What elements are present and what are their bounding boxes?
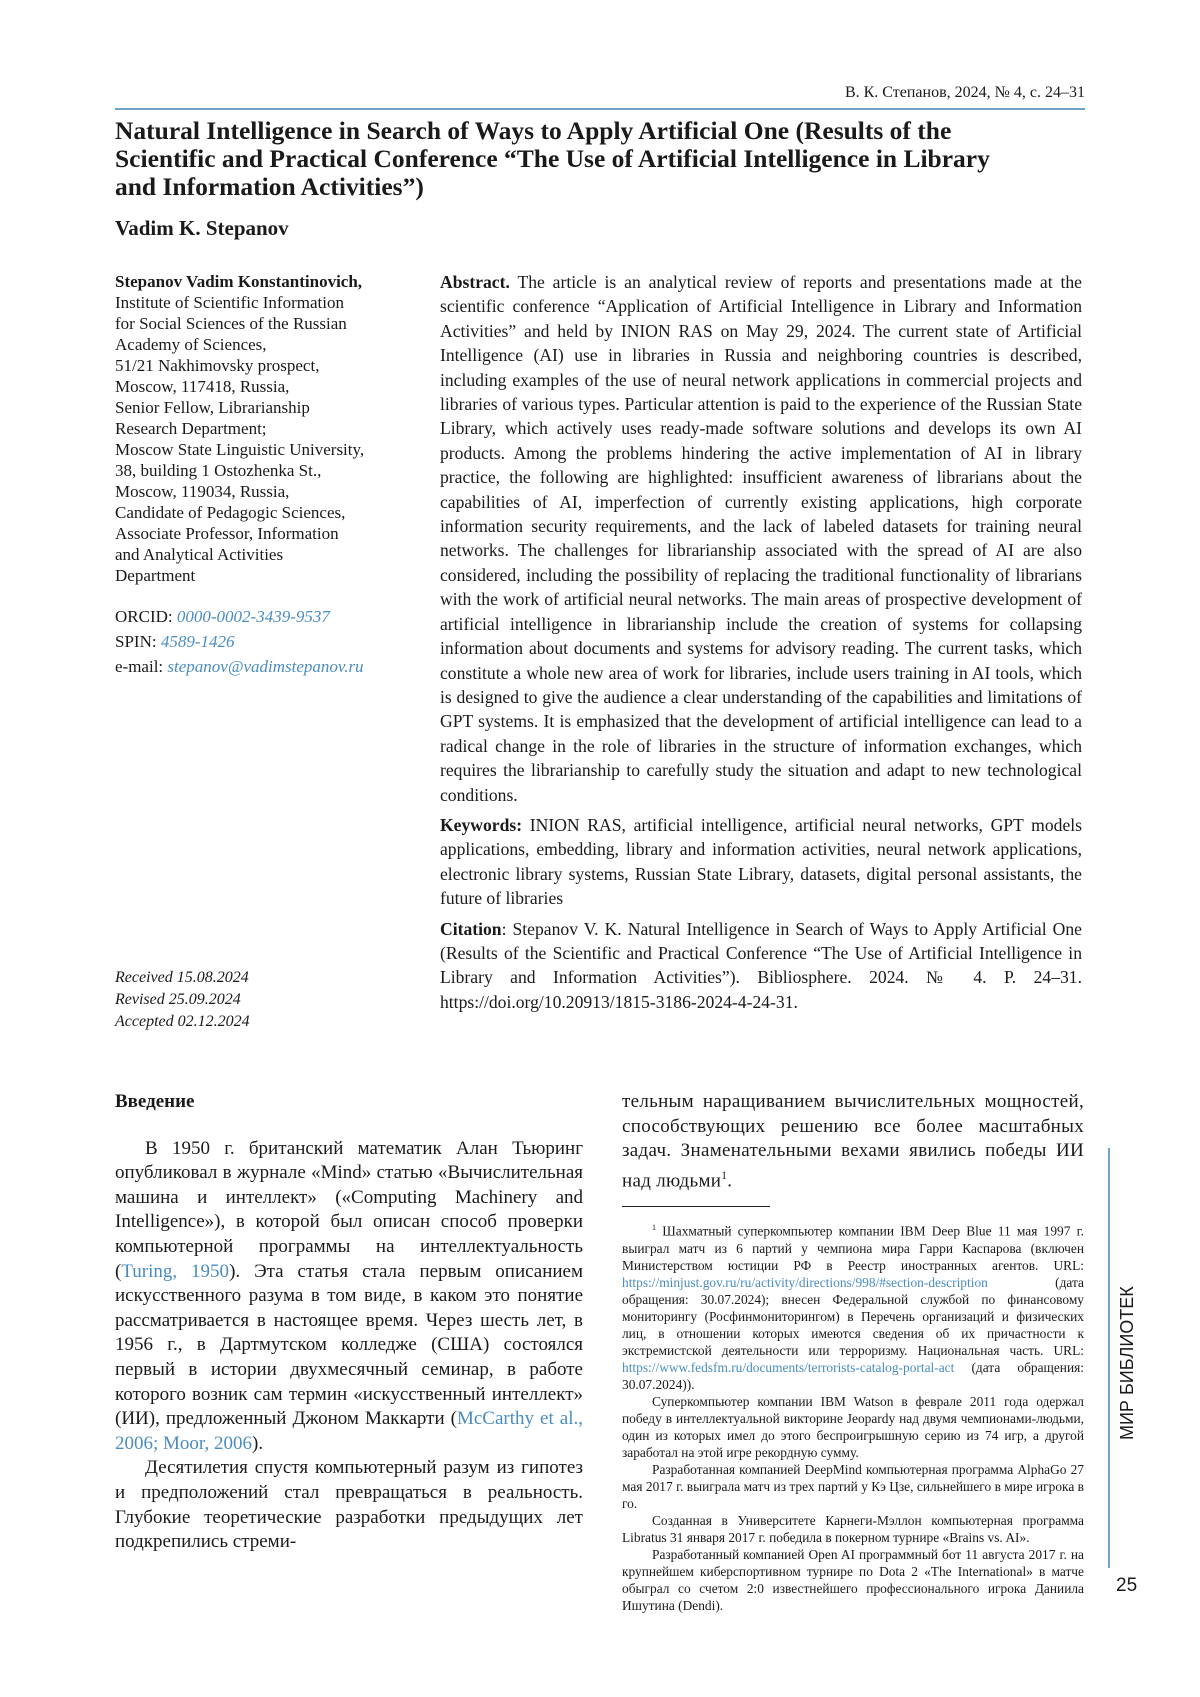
abstract-text: The article is an analytical review of reports and presentations made at the scientific conference “Application of Artificial Intelligence in Library and Information Activities” and held by INION RAS on May 29, 2024. The current state of Artificial Intelligence (AI) use in libraries in Russia and neighboring countries is described, including examples of the use of neural network applications in commercial projects and libraries of various types. Particular attention is paid to the experience of the Russian State Library, which actively uses ready-made software solutions and develops its own AI products. Among the problems hindering the active implementation of AI in library practice, the following are highlighted: insufficient awareness of librarians about the capabilities of AI, imperfection of currently existing applications, high corporate information security requirements, and the lack of labeled datasets for training neural networks. The challenges for librarianship associated with the spread of AI are also considered, including the possibility of replacing the traditional functionality of librarians with the work of artificial neural networks. The main areas of prospective development of artificial intelligence in librarianship include the creation of systems for collapsing information about documents and systems for advisory reading. The current tasks, which constitute a whole new area of work for libraries, include users training in AI tools, which is designed to give the audience a clear understanding of the capabilities and limitations of GPT systems. It is emphasized that the development of artificial intelligence can lead to a radical change in the role of libraries in the structure of information exchanges, which requires the librarianship to carefully study the situation and adapt to new technological conditions.	[440, 272, 1082, 805]
affiliation-name: Stepanov Vadim Konstantinovich,	[115, 271, 415, 292]
footnote-url[interactable]: https://www.fedsfm.ru/documents/terrorists-catalog-portal-act	[622, 1360, 954, 1375]
author-name: Vadim K. Stepanov	[115, 216, 289, 241]
reference-link[interactable]: Turing, 1950	[121, 1261, 229, 1282]
received-date: Received 15.08.2024	[115, 967, 250, 989]
footnote-paragraph: Разработанная компанией DeepMind компьютерная программа AlphaGo 27 мая 2017 г. выиграла матч из трех партий у Кэ Цзе, сильнейшего в мире игрока в го.	[622, 1461, 1084, 1512]
spin-label: SPIN:	[115, 632, 161, 651]
paragraph-continued	[622, 1090, 1084, 1194]
paragraph	[115, 1137, 583, 1457]
page-number: 25	[1116, 1575, 1137, 1597]
email-label: e-mail:	[115, 657, 167, 676]
affiliation-line: Department	[115, 565, 415, 586]
body-column-right	[622, 1090, 1084, 1614]
text: тельным наращиванием вычислительных мощностей, способствующих решению все более масштабных задач. Знаменательными вехами явились победы ИИ над людьми	[622, 1091, 1084, 1191]
author-identifiers	[115, 604, 364, 679]
revised-date: Revised 25.09.2024	[115, 989, 250, 1011]
article-dates	[115, 967, 250, 1033]
running-head: В. К. Степанов, 2024, № 4, с. 24–31	[845, 84, 1085, 102]
footnote-number: 1	[652, 1223, 656, 1232]
footnote-paragraph: Суперкомпьютер компании IBM Watson в феврале 2011 года одержал победу в интеллектуальной викторине Jeopardy над двумя чемпионами-людьми, один из которых имел до этого беспроигрышную серию из 74 игр, а другой заработал на этой игре рекордную сумму.	[622, 1393, 1084, 1461]
journal-page	[0, 0, 1200, 1697]
text: (дата обращения: 30.07.2024)).	[622, 1360, 1084, 1392]
orcid-label: ORCID:	[115, 607, 177, 626]
text: .	[727, 1170, 732, 1191]
citation	[440, 917, 1082, 1015]
footnote-paragraph: Созданная в Университете Карнеги-Мэллон компьютерная программа Libratus 31 января 2017 г. победила в покерном турнире «Brains vs. AI».	[622, 1512, 1084, 1546]
abstract	[440, 270, 1082, 807]
footnote-paragraph: Разработанный компанией Open AI программный бот 11 августа 2017 г. на крупнейшем киберспортивном турнире по Dota 2 «The International» в матче обыграл со счетом 2:0 известнейшего профессионального игрока Даниила Ишутина (Dendi).	[622, 1546, 1084, 1614]
section-heading: Введение	[115, 1090, 583, 1115]
author-affiliation	[115, 271, 415, 586]
spin-link[interactable]: 4589-1426	[161, 632, 235, 651]
keywords	[440, 813, 1082, 911]
keywords-label: Keywords:	[440, 815, 522, 835]
affiliation-line: Institute of Scientific Information	[115, 292, 415, 313]
affiliation-line: Candidate of Pedagogic Sciences,	[115, 502, 415, 523]
affiliation-line: Senior Fellow, Librarianship	[115, 397, 415, 418]
paragraph: Десятилетия спустя компьютерный разум из гипотез и предположений стал превращаться в реальность. Глубокие теоретические разработки предыдущих лет подкрепились стреми-	[115, 1456, 583, 1554]
reference-link[interactable]: McCarthy et al., 2006; Moor, 2006	[115, 1408, 583, 1454]
footnote-rule	[622, 1206, 770, 1208]
affiliation-line: Moscow, 119034, Russia,	[115, 481, 415, 502]
header-rule	[115, 108, 1085, 110]
article-title: Natural Intelligence in Search of Ways to Apply Artificial One (Results of the Scientific and Practical Conference “The Use of Artificial Intelligence in Library and Information Activities”)	[115, 117, 1015, 201]
text: ).	[252, 1433, 263, 1454]
affiliation-line: Research Department;	[115, 418, 415, 439]
text: ). Эта статья стала первым описанием искусственного разума в том виде, в каком это понятие рассматривается в настоящее время. Через шесть лет, в 1956 г., в Дартмутском колледже (США) состоялся первый в истории двухмесячный семинар, в работе которого возник сам термин «искусственный интеллект» (ИИ), предложенный Джоном Маккарти (	[115, 1261, 583, 1430]
abstract-label: Abstract.	[440, 272, 510, 292]
affiliation-line: Academy of Sciences,	[115, 334, 415, 355]
citation-text: : Stepanov V. K. Natural Intelligence in Search of Ways to Apply Artificial One (Results of the Scientific and Practical Conference “The Use of Artificial Intelligence in Library and Information Activities”). Bibliosphere. 2024. № 4. P. 24–31. https://doi.org/10.20913/1815-3186-2024-4-24-31.	[440, 919, 1082, 1012]
footnote-url[interactable]: https://minjust.gov.ru/ru/activity/directions/998/#section-description	[622, 1275, 988, 1290]
journal-name: МИР БИБЛИОТЕК	[1117, 1286, 1138, 1440]
text: Шахматный суперкомпьютер компании IBM Deep Blue 11 мая 1997 г. выиграл матч из 6 партий у чемпиона мира Гарри Каспарова (включен Министерством юстиции РФ в Реестр иностранных агентов. URL:	[622, 1224, 1084, 1273]
accepted-date: Accepted 02.12.2024	[115, 1011, 250, 1033]
body-column-left	[115, 1090, 583, 1555]
affiliation-line: Associate Professor, Information	[115, 523, 415, 544]
footnote-marker[interactable]: 1	[721, 1170, 727, 1182]
abstract-block	[440, 270, 1082, 1020]
email-link[interactable]: stepanov@vadimstepanov.ru	[167, 657, 363, 676]
affiliation-line: 38, building 1 Ostozhenka St.,	[115, 460, 415, 481]
affiliation-line: Moscow, 117418, Russia,	[115, 376, 415, 397]
orcid-link[interactable]: 0000-0002-3439-9537	[177, 607, 330, 626]
affiliation-line: and Analytical Activities	[115, 544, 415, 565]
keywords-text: INION RAS, artificial intelligence, artificial neural networks, GPT models applications, embedding, library and information activities, neural network applications, electronic library systems, Russian State Library, datasets, digital personal assistants, the future of libraries	[440, 815, 1082, 908]
affiliation-line: for Social Sciences of the Russian	[115, 313, 415, 334]
text: (дата обращения: 30.07.2024); внесен Федеральной службой по финансовому мониторингу (Росфинмониторингом) в Перечень организаций и физических лиц, в отношении которых имеются сведения об их причастности к экстремистской деятельности или терроризму. Национальная часть. URL:	[622, 1275, 1084, 1358]
citation-label: Citation	[440, 919, 502, 939]
text: В 1950 г. британский математик Алан Тьюринг опубликовал в журнале «Mind» статью «Вычислительная машина и интеллект» («Computing Machinery and Intelligence»), в которой был описан способ проверки компьютерной программы на интеллектуальность (	[115, 1138, 583, 1282]
footnote	[622, 1219, 1084, 1392]
affiliation-line: 51/21 Nakhimovsky prospect,	[115, 355, 415, 376]
side-rule	[1108, 1148, 1110, 1568]
affiliation-line: Moscow State Linguistic University,	[115, 439, 415, 460]
